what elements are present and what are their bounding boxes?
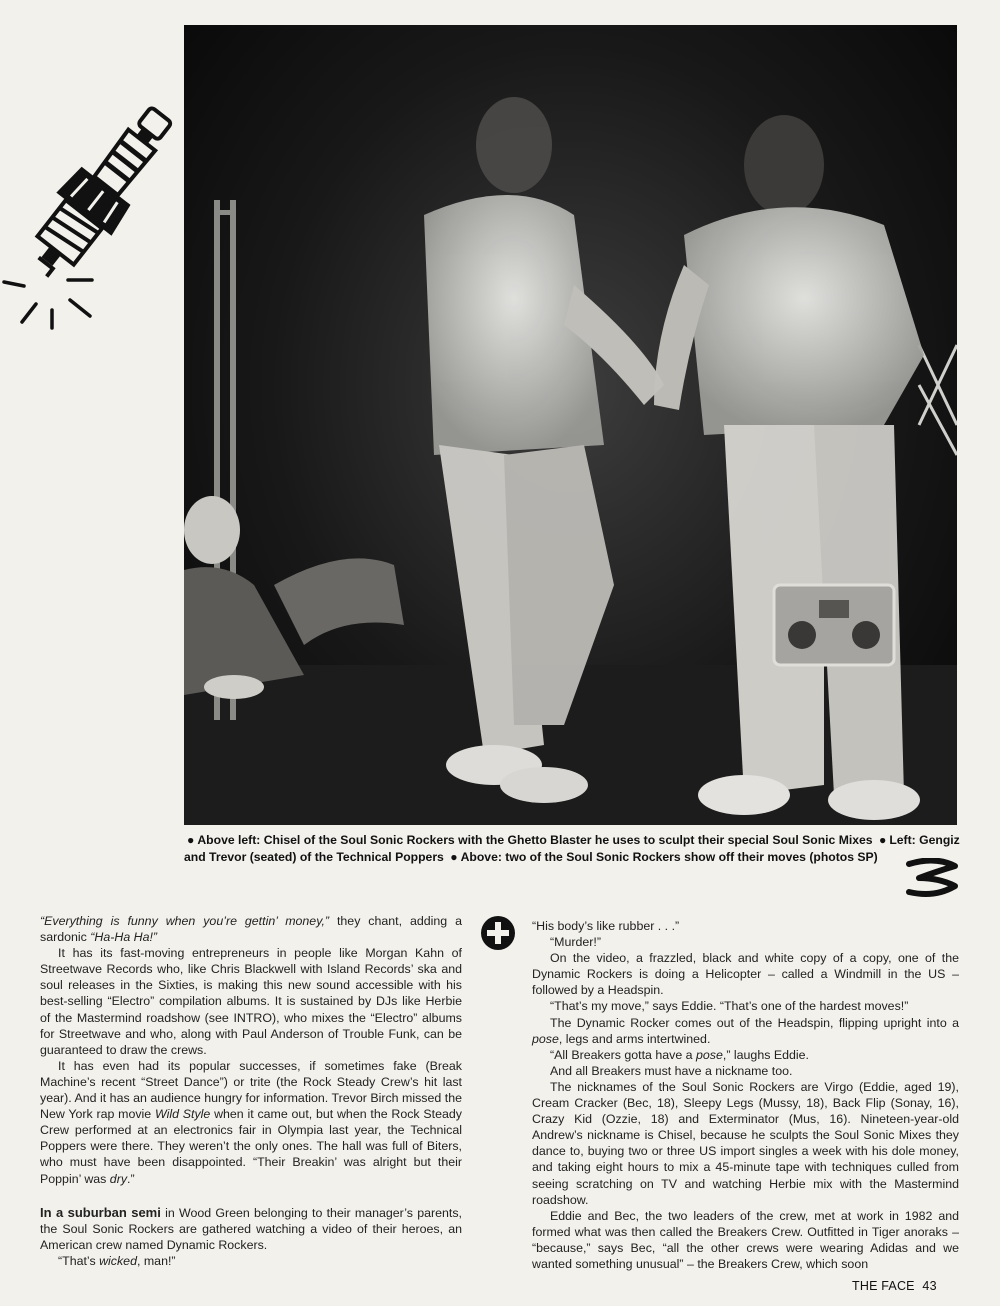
paragraph: [532, 918, 959, 934]
ghetto-blaster: [774, 585, 894, 665]
dancers-photo: [184, 25, 957, 825]
text-run: “Murder!”: [550, 935, 601, 950]
text-run: Eddie and Bec, the two leaders of the crew, met at work in 1982 and formed what was then called the Breakers Crew. Outfitted in Tiger anoraks – “because,” says Bec, “all the other crews were wearing Adidas and we wanted something unusual” – the Breakers Crew, which soon: [532, 1208, 959, 1271]
page-footer: [852, 1279, 937, 1293]
caption-text: Above: two of the Soul Sonic Rockers show off their moves (photos SP): [460, 850, 878, 864]
text-run: “Ha-Ha Ha!”: [90, 930, 158, 945]
caption-text: Left: Gengiz and Trevor (seated) of the Technical Poppers: [184, 833, 960, 864]
text-run: And all Breakers must have a nickname too.: [550, 1063, 793, 1078]
text-run: It has its fast-moving entrepreneurs in people like Morgan Kahn of Streetwave Records who, like Chris Blackwell with Island Records’ ska and soul releases in the Sixties, is making this new sound accessible with his best-selling “Electro” compilation albums. It is sustained by DJs like Herbie of the Mastermind roadshow (see INTRO), who mixes the “Electro” albums for Streetwave and who, along with Paul Anderson of Trouble Funk, can be guaranteed to draw the crews.: [40, 946, 462, 1057]
text-run: In a suburban semi: [40, 1204, 161, 1220]
left-column: [40, 913, 462, 1269]
text-run: It has even had its popular successes, if sometimes fake (Break Machine’s recent “Street Dance”) or trite (the Rock Steady Crew’s hit last year). And it has an audience hungry for information. Trevor Birch missed the New York rap movie: [40, 1058, 462, 1122]
page-number: 43: [922, 1279, 937, 1293]
paragraph: [532, 1079, 959, 1208]
photo-figures: [184, 25, 957, 825]
paragraph: [532, 998, 959, 1014]
text-run: , man!”: [136, 1253, 176, 1268]
text-run: in Wood Green belonging to their manager’s parents, the Soul Sonic Rockers are gathered watching a video of their heroes, an American crew named Dynamic Rockers.: [40, 1205, 462, 1252]
text-run: dry: [109, 1171, 128, 1186]
text-run: “That’s my move,” says Eddie. “That’s one of the hardest moves!”: [550, 999, 909, 1014]
text-run: wicked: [99, 1253, 137, 1268]
spark-plug-icon: [0, 90, 175, 330]
text-run: On the video, a frazzled, black and white copy of a copy, one of the Dynamic Rockers is doing a Helicopter – called a Windmill in the US – followed by a Headspin.: [532, 951, 959, 998]
caption-bullet: ●: [878, 833, 887, 847]
text-run: “His body’s like rubber . . .”: [532, 919, 680, 933]
text-run: ,” laughs Eddie.: [722, 1047, 809, 1062]
text-run: , legs and arms intertwined.: [558, 1031, 711, 1046]
numeral-3-mark: [905, 858, 961, 900]
magazine-name: THE FACE: [852, 1279, 915, 1293]
paragraph: [40, 945, 462, 1058]
caption-bullet: ●: [450, 850, 458, 864]
paragraph: [532, 950, 959, 998]
right-column: [532, 918, 959, 1272]
paragraph: [40, 1205, 462, 1253]
plus-icon: [480, 915, 516, 951]
paragraph: [40, 1058, 462, 1187]
text-run: pose: [696, 1047, 723, 1062]
paragraph: [532, 934, 959, 950]
text-run: when it came out, but when the Rock Steady Crew performed at an electronics fair in Olympia last year, the Technical Poppers were there. They weren’t the only ones. The hall was full of Biters, who must have been disappointed. “Their Breakin’ was alright but their Poppin’ was: [40, 1107, 462, 1186]
paragraph: [40, 913, 462, 945]
text-run: “Everything is funny when you’re gettin’ money,”: [40, 914, 330, 928]
paragraph: [532, 1015, 959, 1047]
text-run: pose: [532, 1031, 559, 1046]
paragraph: [532, 1047, 959, 1063]
text-run: “All Breakers gotta have a: [550, 1047, 697, 1062]
caption-bullet: ●: [187, 833, 195, 847]
paragraph: [532, 1208, 959, 1272]
paragraph: [40, 1253, 462, 1269]
caption-text: Above left: Chisel of the Soul Sonic Rockers with the Ghetto Blaster he uses to sculpt their special Soul Sonic Mixes: [197, 833, 873, 847]
photo-caption: [184, 832, 974, 866]
paragraph: [532, 1063, 959, 1079]
text-run: “That’s: [58, 1253, 100, 1268]
text-run: The Dynamic Rocker comes out of the Headspin, flipping upright into a: [550, 1015, 959, 1030]
text-run: The nicknames of the Soul Sonic Rockers are Virgo (Eddie, aged 19), Cream Cracker (Bec, 18), Sleepy Legs (Mussy, 18), Back Flip (Sonay, 16), Crazy Kid (Ozzie, 18) and Exterminator (Mus, 16). Nineteen-year-old Andrew’s nickname is Chisel, because he sculpts the Soul Sonic Mixes they dance to, buying two or three US import singles a week with his dole money, and taking eight hours to mix a 45-minute tape with techniques culled from seeing scratching on TV and watching Herbie mix with the Mastermind roadshow.: [532, 1079, 959, 1207]
text-run: Wild Style: [154, 1107, 211, 1122]
text-run: they chant, adding a sardonic: [40, 914, 463, 945]
text-run: .”: [127, 1171, 135, 1186]
